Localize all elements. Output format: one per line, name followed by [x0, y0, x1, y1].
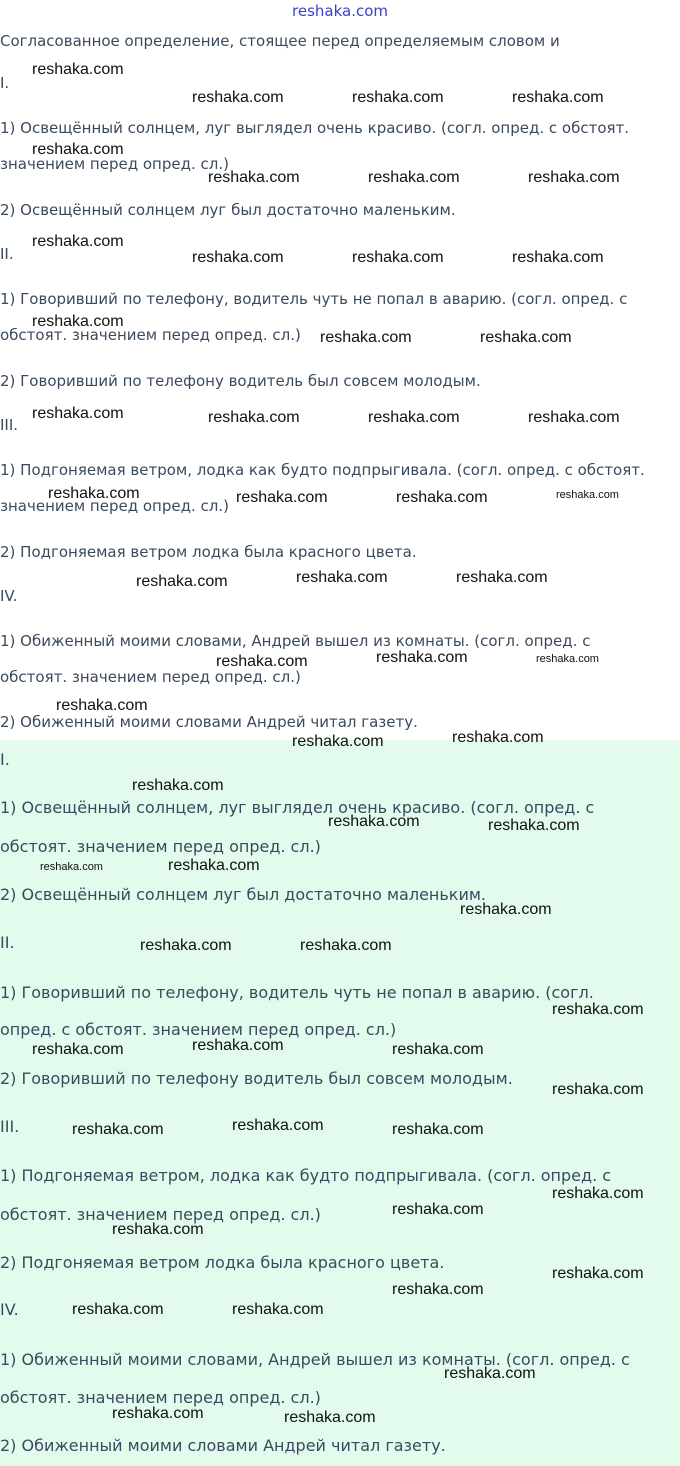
task-group-4-a2: обстоят. значением перед опред. сл.): [0, 668, 301, 686]
watermark: reshaka.com: [136, 573, 228, 590]
watermark: reshaka.com: [528, 169, 620, 186]
watermark: reshaka.com: [512, 89, 604, 106]
watermark: reshaka.com: [536, 653, 599, 665]
watermark: reshaka.com: [284, 1409, 376, 1426]
watermark: reshaka.com: [452, 729, 544, 746]
watermark: reshaka.com: [552, 1265, 644, 1282]
answer-group-1-a2: обстоят. значением перед опред. сл.): [0, 837, 321, 856]
watermark: reshaka.com: [488, 817, 580, 834]
answer-group-4-b: 2) Обиженный моими словами Андрей читал газету.: [0, 1436, 446, 1455]
watermark: reshaka.com: [300, 937, 392, 954]
watermark: reshaka.com: [392, 1121, 484, 1138]
answer-group-2-a1: 1) Говоривший по телефону, водитель чуть не попал в аварию. (согл.: [0, 983, 594, 1002]
task-group-4-num: IV.: [0, 587, 18, 605]
watermark: reshaka.com: [72, 1121, 164, 1138]
watermark: reshaka.com: [32, 61, 124, 78]
answer-group-1-b: 2) Освещённый солнцем луг был достаточно маленьким.: [0, 885, 487, 904]
watermark: reshaka.com: [32, 141, 124, 158]
task-group-3-b: 2) Подгоняемая ветром лодка была красного цвета.: [0, 543, 417, 561]
watermark: reshaka.com: [368, 169, 460, 186]
answer-group-4-a2: обстоят. значением перед опред. сл.): [0, 1388, 321, 1407]
task-group-1-num: I.: [0, 74, 10, 92]
watermark: reshaka.com: [192, 249, 284, 266]
task-group-1-a1: 1) Освещённый солнцем, луг выглядел очень красиво. (согл. опред. с обстоят.: [0, 119, 630, 137]
task-group-2-a1: 1) Говоривший по телефону, водитель чуть не попал в аварию. (согл. опред. с: [0, 290, 628, 308]
watermark: reshaka.com: [528, 409, 620, 426]
watermark: reshaka.com: [556, 489, 619, 501]
watermark: reshaka.com: [368, 409, 460, 426]
watermark: reshaka.com: [40, 861, 103, 873]
watermark: reshaka.com: [112, 1221, 204, 1238]
watermark: reshaka.com: [208, 169, 300, 186]
watermark: reshaka.com: [32, 233, 124, 250]
answer-group-1-num: I.: [0, 750, 10, 769]
watermark: reshaka.com: [208, 409, 300, 426]
watermark: reshaka.com: [168, 857, 260, 874]
watermark: reshaka.com: [72, 1301, 164, 1318]
task-group-1-b: 2) Освещённый солнцем луг был достаточно маленьким.: [0, 201, 456, 219]
watermark: reshaka.com: [292, 733, 384, 750]
watermark: reshaka.com: [232, 1301, 324, 1318]
watermark: reshaka.com: [552, 1081, 644, 1098]
watermark: reshaka.com: [236, 489, 328, 506]
task-group-2-num: II.: [0, 245, 14, 263]
site-title[interactable]: reshaka.com: [292, 2, 388, 20]
task-group-3-num: III.: [0, 416, 19, 434]
watermark: reshaka.com: [112, 1405, 204, 1422]
answer-group-3-a2: обстоят. значением перед опред. сл.): [0, 1205, 321, 1224]
watermark: reshaka.com: [376, 649, 468, 666]
watermark: reshaka.com: [320, 329, 412, 346]
watermark: reshaka.com: [552, 1185, 644, 1202]
watermark: reshaka.com: [32, 405, 124, 422]
answer-group-3-b: 2) Подгоняемая ветром лодка была красного цвета.: [0, 1253, 445, 1272]
watermark: reshaka.com: [512, 249, 604, 266]
watermark: reshaka.com: [392, 1281, 484, 1298]
watermark: reshaka.com: [192, 1037, 284, 1054]
watermark: reshaka.com: [392, 1041, 484, 1058]
watermark: reshaka.com: [192, 89, 284, 106]
watermark: reshaka.com: [216, 653, 308, 670]
answer-group-4-num: IV.: [0, 1300, 19, 1319]
watermark: reshaka.com: [328, 813, 420, 830]
watermark: reshaka.com: [132, 777, 224, 794]
watermark: reshaka.com: [56, 697, 148, 714]
watermark: reshaka.com: [392, 1201, 484, 1218]
answer-group-1-a1: 1) Освещённый солнцем, луг выглядел очень красиво. (согл. опред. с: [0, 798, 595, 817]
answer-group-3-num: III.: [0, 1117, 20, 1136]
answer-group-3-a1: 1) Подгоняемая ветром, лодка как будто подпрыгивала. (согл. опред. с: [0, 1166, 612, 1185]
watermark: reshaka.com: [232, 1117, 324, 1134]
watermark: reshaka.com: [460, 901, 552, 918]
task-group-3-a1: 1) Подгоняемая ветром, лодка как будто подпрыгивала. (согл. опред. с обстоят.: [0, 461, 645, 479]
watermark: reshaka.com: [552, 1001, 644, 1018]
watermark: reshaka.com: [352, 89, 444, 106]
task-group-3-a2: значением перед опред. сл.): [0, 497, 229, 515]
task-group-2-b: 2) Говоривший по телефону водитель был совсем молодым.: [0, 372, 481, 390]
watermark: reshaka.com: [444, 1365, 536, 1382]
watermark: reshaka.com: [140, 937, 232, 954]
watermark: reshaka.com: [32, 1041, 124, 1058]
answer-group-2-b: 2) Говоривший по телефону водитель был совсем молодым.: [0, 1069, 513, 1088]
answer-group-2-a2: опред. с обстоят. значением перед опред. сл.): [0, 1020, 397, 1039]
task-group-2-a2: обстоят. значением перед опред. сл.): [0, 326, 301, 344]
watermark: reshaka.com: [480, 329, 572, 346]
task-group-1-a2: значением перед опред. сл.): [0, 155, 229, 173]
watermark: reshaka.com: [48, 485, 140, 502]
task-group-4-a1: 1) Обиженный моими словами, Андрей вышел из комнаты. (согл. опред. с: [0, 632, 591, 650]
watermark: reshaka.com: [32, 313, 124, 330]
answer-group-2-num: II.: [0, 933, 15, 952]
watermark: reshaka.com: [296, 569, 388, 586]
answer-group-4-a1: 1) Обиженный моими словами, Андрей вышел из комнаты. (согл. опред. с: [0, 1350, 630, 1369]
task-intro: Согласованное определение, стоящее перед определяемым словом и: [0, 32, 560, 50]
watermark: reshaka.com: [396, 489, 488, 506]
task-group-4-b: 2) Обиженный моими словами Андрей читал газету.: [0, 713, 418, 731]
watermark: reshaka.com: [456, 569, 548, 586]
watermark: reshaka.com: [352, 249, 444, 266]
